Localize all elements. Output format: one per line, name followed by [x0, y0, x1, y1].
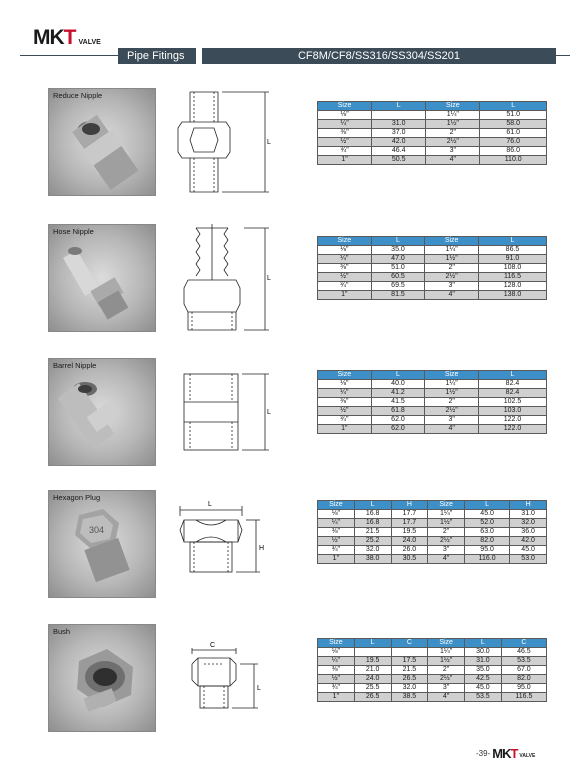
- table-row: [318, 380, 547, 389]
- column-header: L: [465, 501, 510, 510]
- table-cell: 1": [318, 291, 372, 300]
- table-cell: 86.5: [478, 246, 546, 255]
- table-row: [318, 282, 547, 291]
- logo-text: MKT: [33, 26, 76, 49]
- footer-logo-text: MKT: [492, 746, 518, 761]
- table-cell: 21.5: [354, 528, 391, 537]
- table-row: [318, 120, 547, 129]
- table-cell: ¼": [318, 389, 372, 398]
- spec-table: [317, 500, 547, 564]
- table-cell: 1¼": [425, 380, 479, 389]
- product-photo: [48, 624, 156, 732]
- column-header: L: [480, 102, 547, 111]
- table-cell: 50.5: [372, 156, 426, 165]
- table-cell: 30.0: [465, 648, 502, 657]
- table-cell: ¾": [318, 546, 355, 555]
- table-cell: 32.0: [510, 519, 547, 528]
- table-cell: 2½": [428, 537, 465, 546]
- section-title: Bush: [53, 627, 71, 636]
- table-row: [318, 416, 547, 425]
- table-cell: 103.0: [478, 407, 546, 416]
- table-cell: 60.5: [371, 273, 425, 282]
- table-cell: 47.0: [371, 255, 425, 264]
- table-cell: 3": [425, 416, 479, 425]
- header-rule-right: [556, 55, 570, 56]
- table-cell: 76.0: [480, 138, 547, 147]
- table-cell: 116.5: [501, 693, 546, 702]
- table-cell: 42.0: [510, 537, 547, 546]
- table-header-row: [318, 639, 547, 648]
- spec-table: [317, 236, 547, 300]
- reduce-nipple-drawing: [174, 88, 274, 196]
- table-header-row: [318, 371, 547, 380]
- table-cell: 26.5: [354, 693, 391, 702]
- table-cell: 63.0: [465, 528, 510, 537]
- table-cell: [354, 648, 391, 657]
- table-cell: 3": [426, 147, 480, 156]
- table-row: [318, 111, 547, 120]
- barrel-nipple-drawing: [174, 358, 274, 466]
- table-cell: 1": [318, 693, 355, 702]
- table-cell: ⅜": [318, 398, 372, 407]
- column-header: Size: [318, 639, 355, 648]
- table-row: [318, 555, 547, 564]
- table-cell: 19.5: [391, 528, 428, 537]
- table-cell: 86.0: [480, 147, 547, 156]
- product-photo: [48, 490, 156, 598]
- hexagon-plug-photo: [49, 491, 156, 598]
- column-header: L: [465, 639, 502, 648]
- header-bar: [118, 48, 556, 64]
- table-cell: 26.5: [391, 675, 428, 684]
- table-cell: 4": [426, 156, 480, 165]
- table-cell: ⅜": [318, 666, 355, 675]
- section-bush: [0, 624, 580, 744]
- spec-table: [317, 101, 547, 165]
- table-cell: ¾": [318, 416, 372, 425]
- table-cell: 1½": [425, 389, 479, 398]
- table-row: [318, 519, 547, 528]
- table-cell: 24.0: [354, 675, 391, 684]
- table-cell: 53.5: [501, 657, 546, 666]
- table-cell: 95.0: [501, 684, 546, 693]
- reduce-nipple-photo: [49, 89, 156, 196]
- section-barrel-nipple: [0, 358, 580, 478]
- table-row: [318, 264, 547, 273]
- table-cell: 3": [428, 684, 465, 693]
- column-header: Size: [425, 237, 479, 246]
- dimension-label-c: C: [210, 642, 216, 649]
- table-cell: ⅛": [318, 111, 372, 120]
- table-row: [318, 693, 547, 702]
- table-cell: 21.0: [354, 666, 391, 675]
- section-hexagon-plug: [0, 490, 580, 610]
- column-header: Size: [318, 102, 372, 111]
- table-body: [318, 380, 547, 434]
- section-reduce-nipple: [0, 88, 580, 208]
- table-cell: 4": [428, 693, 465, 702]
- table-cell: 53.0: [510, 555, 547, 564]
- table-row: [318, 138, 547, 147]
- table-cell: 2½": [428, 675, 465, 684]
- table-cell: 51.0: [480, 111, 547, 120]
- table-cell: 32.0: [391, 684, 428, 693]
- column-header: Size: [318, 371, 372, 380]
- table-cell: 1¼": [428, 648, 465, 657]
- table-cell: 41.5: [371, 398, 425, 407]
- hose-nipple-drawing: [174, 224, 274, 332]
- table-cell: 122.0: [478, 416, 546, 425]
- table-cell: 1": [318, 425, 372, 434]
- table-cell: 128.0: [478, 282, 546, 291]
- table-cell: 2": [425, 398, 479, 407]
- table-cell: 82.4: [478, 380, 546, 389]
- table-cell: ½": [318, 138, 372, 147]
- table-cell: 46.5: [501, 648, 546, 657]
- table-cell: 17.7: [391, 519, 428, 528]
- table-cell: ⅜": [318, 129, 372, 138]
- table-row: [318, 425, 547, 434]
- table-row: [318, 528, 547, 537]
- table-cell: 2½": [426, 138, 480, 147]
- table-cell: 2": [428, 528, 465, 537]
- table-cell: 38.0: [354, 555, 391, 564]
- table-cell: ¼": [318, 657, 355, 666]
- table-cell: 1½": [428, 657, 465, 666]
- column-header: C: [501, 639, 546, 648]
- table-cell: 67.0: [501, 666, 546, 675]
- table-row: [318, 666, 547, 675]
- table-cell: 2": [425, 264, 479, 273]
- table-body: [318, 510, 547, 564]
- table-cell: 46.4: [372, 147, 426, 156]
- footer: [476, 747, 535, 760]
- table-row: [318, 389, 547, 398]
- column-header: Size: [428, 501, 465, 510]
- column-header: L: [371, 371, 425, 380]
- table-cell: 1½": [428, 519, 465, 528]
- dimension-label-h: H: [259, 545, 265, 552]
- table-cell: 31.0: [510, 510, 547, 519]
- table-cell: [372, 111, 426, 120]
- table-cell: 62.0: [371, 425, 425, 434]
- column-header: Size: [425, 371, 479, 380]
- column-header: L: [478, 237, 546, 246]
- table-cell: 2": [428, 666, 465, 675]
- table-cell: 1": [318, 555, 355, 564]
- table-row: [318, 291, 547, 300]
- table-cell: 16.8: [354, 510, 391, 519]
- table-row: [318, 510, 547, 519]
- column-header: L: [372, 102, 426, 111]
- product-photo: [48, 224, 156, 332]
- table-cell: 1½": [426, 120, 480, 129]
- section-title: Hexagon Plug: [53, 493, 101, 502]
- table-cell: ¼": [318, 255, 372, 264]
- table-cell: 21.5: [391, 666, 428, 675]
- table-cell: 35.0: [371, 246, 425, 255]
- table-cell: 1¼": [428, 510, 465, 519]
- table-cell: 2½": [425, 407, 479, 416]
- table-cell: 61.8: [371, 407, 425, 416]
- table-cell: 61.0: [480, 129, 547, 138]
- table-cell: 31.0: [465, 657, 502, 666]
- product-photo: [48, 358, 156, 466]
- section-hose-nipple: [0, 224, 580, 344]
- table-cell: 53.5: [465, 693, 502, 702]
- column-header: H: [391, 501, 428, 510]
- table-row: [318, 129, 547, 138]
- table-row: [318, 537, 547, 546]
- table-cell: ¼": [318, 519, 355, 528]
- table-cell: 37.0: [372, 129, 426, 138]
- table-row: [318, 273, 547, 282]
- table-cell: 24.0: [391, 537, 428, 546]
- table-cell: ¼": [318, 120, 372, 129]
- spec-table: [317, 638, 547, 702]
- spec-table: [317, 370, 547, 434]
- table-cell: 45.0: [465, 510, 510, 519]
- table-cell: 26.0: [391, 546, 428, 555]
- table-cell: 31.0: [372, 120, 426, 129]
- table-cell: ⅛": [318, 648, 355, 657]
- table-cell: 116.0: [465, 555, 510, 564]
- header-materials: CF8M/CF8/SS316/SS304/SS201: [202, 48, 556, 64]
- table-cell: 138.0: [478, 291, 546, 300]
- table-cell: 3": [425, 282, 479, 291]
- table-row: [318, 246, 547, 255]
- table-cell: ½": [318, 273, 372, 282]
- column-header: L: [371, 237, 425, 246]
- column-header: L: [354, 639, 391, 648]
- table-row: [318, 684, 547, 693]
- column-header: H: [510, 501, 547, 510]
- barrel-nipple-photo: [49, 359, 156, 466]
- table-row: [318, 147, 547, 156]
- table-cell: 116.5: [478, 273, 546, 282]
- table-cell: [391, 648, 428, 657]
- hexagon-plug-drawing: [174, 490, 274, 598]
- table-cell: ⅛": [318, 246, 372, 255]
- header-rule-left: [20, 55, 118, 56]
- dimension-label: L: [267, 139, 271, 146]
- table-cell: 82.0: [465, 537, 510, 546]
- table-cell: 36.0: [510, 528, 547, 537]
- table-cell: 91.0: [478, 255, 546, 264]
- table-row: [318, 156, 547, 165]
- table-cell: 19.5: [354, 657, 391, 666]
- table-cell: 25.5: [354, 684, 391, 693]
- table-cell: 42.5: [465, 675, 502, 684]
- table-cell: ⅜": [318, 528, 355, 537]
- table-body: [318, 111, 547, 165]
- table-cell: 45.0: [465, 684, 502, 693]
- table-cell: 32.0: [354, 546, 391, 555]
- table-cell: 42.0: [372, 138, 426, 147]
- table-cell: 1½": [425, 255, 479, 264]
- table-cell: 82.4: [478, 389, 546, 398]
- table-row: [318, 398, 547, 407]
- table-cell: 3": [428, 546, 465, 555]
- dimension-label: L: [267, 409, 271, 416]
- table-cell: ½": [318, 407, 372, 416]
- table-cell: 35.0: [465, 666, 502, 675]
- table-body: [318, 648, 547, 702]
- page-number: -39-: [476, 749, 491, 758]
- table-cell: 45.0: [510, 546, 547, 555]
- column-header: Size: [426, 102, 480, 111]
- table-cell: 1¼": [426, 111, 480, 120]
- table-cell: 2": [426, 129, 480, 138]
- hose-nipple-photo: [49, 225, 156, 332]
- svg-text:304: 304: [89, 525, 105, 535]
- table-cell: 40.0: [371, 380, 425, 389]
- column-header: L: [478, 371, 546, 380]
- table-cell: 17.7: [391, 510, 428, 519]
- table-cell: ⅛": [318, 380, 372, 389]
- table-row: [318, 255, 547, 264]
- table-cell: 62.0: [371, 416, 425, 425]
- header-category: Pipe Fitings: [118, 48, 196, 64]
- table-header-row: [318, 237, 547, 246]
- table-cell: 69.5: [371, 282, 425, 291]
- footer-logo-subtext: VALVE: [519, 753, 536, 759]
- table-cell: 17.5: [391, 657, 428, 666]
- table-row: [318, 546, 547, 555]
- table-cell: 1": [318, 156, 372, 165]
- table-row: [318, 407, 547, 416]
- table-header-row: [318, 102, 547, 111]
- table-header-row: [318, 501, 547, 510]
- section-title: Reduce Nipple: [53, 91, 103, 100]
- brand-logo: [33, 26, 101, 48]
- table-row: [318, 675, 547, 684]
- section-title: Hose Nipple: [53, 227, 94, 236]
- column-header: Size: [318, 237, 372, 246]
- table-cell: 110.0: [480, 156, 547, 165]
- table-cell: 41.2: [371, 389, 425, 398]
- table-cell: 30.5: [391, 555, 428, 564]
- table-cell: 82.0: [501, 675, 546, 684]
- table-cell: 81.5: [371, 291, 425, 300]
- table-cell: 2½": [425, 273, 479, 282]
- table-cell: 4": [425, 425, 479, 434]
- table-cell: 122.0: [478, 425, 546, 434]
- table-row: [318, 648, 547, 657]
- column-header: L: [354, 501, 391, 510]
- table-cell: 4": [425, 291, 479, 300]
- table-cell: 16.8: [354, 519, 391, 528]
- table-cell: ⅜": [318, 264, 372, 273]
- table-cell: 102.5: [478, 398, 546, 407]
- table-cell: ¾": [318, 147, 372, 156]
- table-cell: 25.2: [354, 537, 391, 546]
- dimension-label: L: [267, 275, 271, 282]
- table-cell: ⅛": [318, 510, 355, 519]
- table-cell: ½": [318, 537, 355, 546]
- logo-subtext: VALVE: [78, 39, 101, 46]
- table-cell: 95.0: [465, 546, 510, 555]
- table-body: [318, 246, 547, 300]
- column-header: C: [391, 639, 428, 648]
- table-cell: 38.5: [391, 693, 428, 702]
- table-cell: ¾": [318, 282, 372, 291]
- table-cell: 52.0: [465, 519, 510, 528]
- table-row: [318, 657, 547, 666]
- dimension-label-l: L: [208, 501, 212, 508]
- table-cell: ¾": [318, 684, 355, 693]
- bush-photo: [49, 625, 156, 732]
- table-cell: 108.0: [478, 264, 546, 273]
- table-cell: 1¼": [425, 246, 479, 255]
- table-cell: 58.0: [480, 120, 547, 129]
- column-header: Size: [318, 501, 355, 510]
- dimension-label-l: L: [257, 685, 261, 692]
- table-cell: ½": [318, 675, 355, 684]
- section-title: Barrel Nipple: [53, 361, 97, 370]
- bush-drawing: [174, 624, 274, 732]
- table-cell: 4": [428, 555, 465, 564]
- table-cell: 51.0: [371, 264, 425, 273]
- product-photo: [48, 88, 156, 196]
- column-header: Size: [428, 639, 465, 648]
